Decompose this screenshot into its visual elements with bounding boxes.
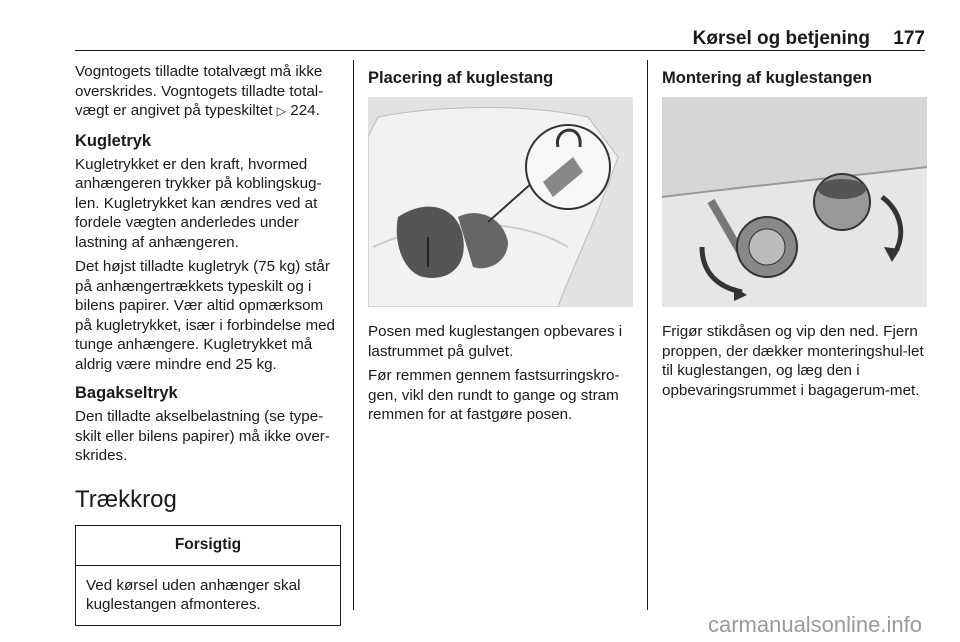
heading-kugletryk: Kugletryk — [75, 131, 152, 150]
heading-traekkrog: Trækkrog — [75, 485, 177, 513]
page-number: 177 — [893, 28, 925, 49]
arrow-reference-icon: ▷ — [276, 104, 287, 118]
kugletryk-paragraph-2: Det højst tilladte kugletryk (75 kg) står på anhængertrækkets typeskilt og i bilens papirer. Vær altid opmærksom på kugletrykket, især i forbindelse med tunge anhængere. Kugletrykket må aldrig være mindre end 25 kg. — [75, 258, 335, 373]
column-3 — [662, 62, 927, 405]
caution-text: Ved kørsel uden anhænger skal kuglestangen afmonteres. — [86, 576, 301, 613]
heading-placering: Placering af kuglestang — [368, 69, 554, 87]
placering-paragraph-1: Posen med kuglestangen opbevares i lastrummet på gulvet. — [368, 323, 623, 360]
heading-montering: Montering af kuglestangen — [662, 69, 872, 87]
watermark: carmanualsonline.info — [707, 612, 922, 637]
caution-box — [75, 525, 341, 626]
column-1 — [75, 62, 341, 626]
kugletryk-paragraph-1: Kugletrykket er den kraft, hvormed anhængeren trykker på koblingskug-len. Kugletrykket kan ændres ved at fordele vægten anderledes under lastning af anhængeren. — [75, 155, 322, 251]
column-divider-2 — [647, 60, 648, 610]
heading-bagakseltryk: Bagakseltryk — [75, 384, 178, 402]
column-2 — [368, 62, 633, 430]
intro-text: Vogntogets tilladte totalvægt må ikke overskrides. Vogntogets tilladte total-vægt er angivet på typeskiltet — [75, 63, 324, 119]
page-header — [75, 28, 925, 50]
caution-title: Forsigtig — [76, 526, 340, 566]
intro-page-ref[interactable]: 224. — [290, 102, 320, 119]
intro-paragraph — [75, 62, 341, 122]
header-divider — [75, 50, 925, 51]
bagakseltryk-paragraph: Den tilladte akselbelastning (se type-skilt eller bilens papirer) må ikke over-skrides. — [75, 408, 330, 464]
column-divider-1 — [353, 60, 354, 610]
towbar-storage-illustration — [368, 97, 633, 307]
placering-paragraph-2: Før remmen gennem fastsurringskro-gen, vikl den rundt to gange og stram remmen for at fastgøre posen. — [368, 367, 620, 423]
towbar-mounting-illustration — [662, 97, 927, 307]
montering-paragraph: Frigør stikdåsen og vip den ned. Fjern proppen, der dækker monteringshul-let til kuglestangen, og læg den i opbevaringsrummet i bagagerum-met. — [662, 323, 924, 399]
section-title: Kørsel og betjening — [692, 28, 870, 49]
